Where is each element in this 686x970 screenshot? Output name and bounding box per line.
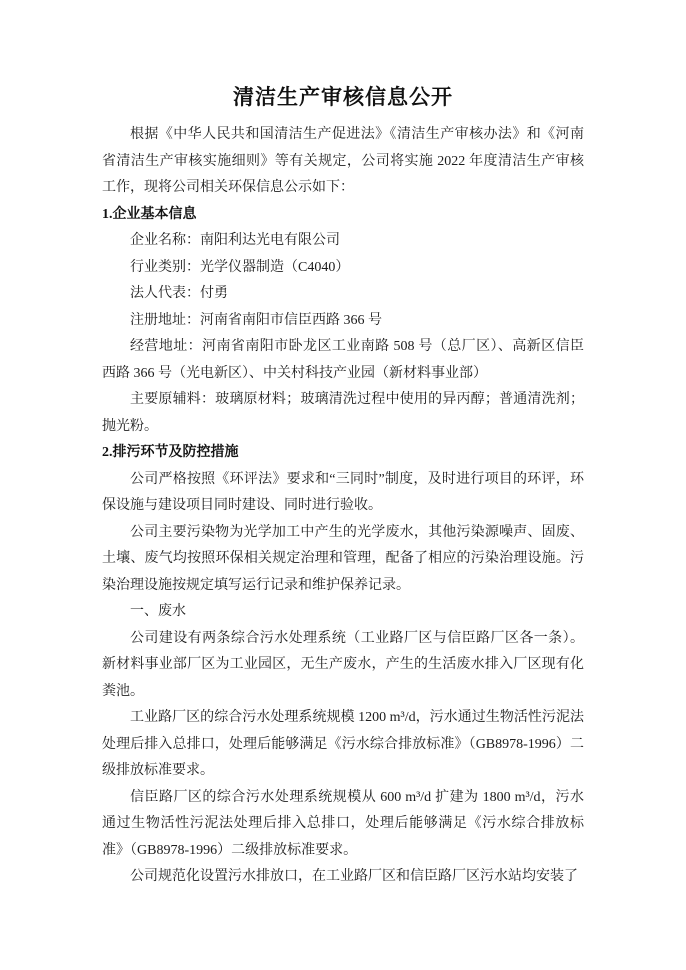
field-legal-representative: 法人代表：付勇 xyxy=(130,286,228,301)
wastewater-paragraph-outlets: 公司规范化设置污水排放口，在工业路厂区和信臣路厂区污水站均安装了 xyxy=(130,869,578,884)
document-title: 清洁生产审核信息公开 xyxy=(233,85,453,109)
wastewater-paragraph-systems: 公司建设有两条综合污水处理系统（工业路厂区与信臣路厂区各一条）。新材料事业部厂区为工业园区，无生产废水，产生的生活废水排入厂区现有化粪池。 xyxy=(102,630,584,699)
field-raw-materials: 主要原辅料：玻璃原材料；玻璃清洗过程中使用的异丙醇；普通清洗剂；抛光粉。 xyxy=(102,392,584,434)
field-business-address: 经营地址：河南省南阳市卧龙区工业南路 508 号（总厂区）、高新区信臣西路 366 号（光电新区）、中关村科技产业园（新材料事业部） xyxy=(102,339,584,381)
pollution-paragraph-eia: 公司严格按照《环评法》要求和“三同时”制度，及时进行项目的环评，环保设施与建设项目同时建设、同时进行验收。 xyxy=(102,471,584,513)
wastewater-paragraph-xinchenlu: 信臣路厂区的综合污水处理系统规模从 600 m³/d 扩建为 1800 m³/d，污水通过生物活性污泥法处理后排入总排口，处理后能够满足《污水综合排放标准》（GB8978-1996）二级排放标准要求。 xyxy=(102,789,584,858)
document-content xyxy=(102,84,584,891)
field-company-name: 企业名称：南阳利达光电有限公司 xyxy=(130,233,340,248)
section-2-heading: 2.排污环节及防控措施 xyxy=(102,445,239,460)
pollution-paragraph-sources: 公司主要污染物为光学加工中产生的光学废水，其他污染源噪声、固废、土壤、废气均按照环保相关规定治理和管理，配备了相应的污染治理设施。污染治理设施按规定填写运行记录和维护保养记录。 xyxy=(102,524,584,593)
wastewater-subheading: 一、废水 xyxy=(130,604,186,619)
intro-paragraph: 根据《中华人民共和国清洁生产促进法》《清洁生产审核办法》和《河南省清洁生产审核实施细则》等有关规定，公司将实施 2022 年度清洁生产审核工作，现将公司相关环保信息公示如下： xyxy=(102,127,584,195)
wastewater-paragraph-gongyelu: 工业路厂区的综合污水处理系统规模 1200 m³/d，污水通过生物活性污泥法处理后排入总排口，处理后能够满足《污水综合排放标准》（GB8978-1996）二级排放标准要求。 xyxy=(102,710,584,778)
field-industry-type: 行业类别：光学仪器制造（C4040） xyxy=(130,259,350,275)
field-registered-address: 注册地址：河南省南阳市信臣西路 366 号 xyxy=(130,312,382,328)
section-1-heading: 1.企业基本信息 xyxy=(102,206,197,222)
